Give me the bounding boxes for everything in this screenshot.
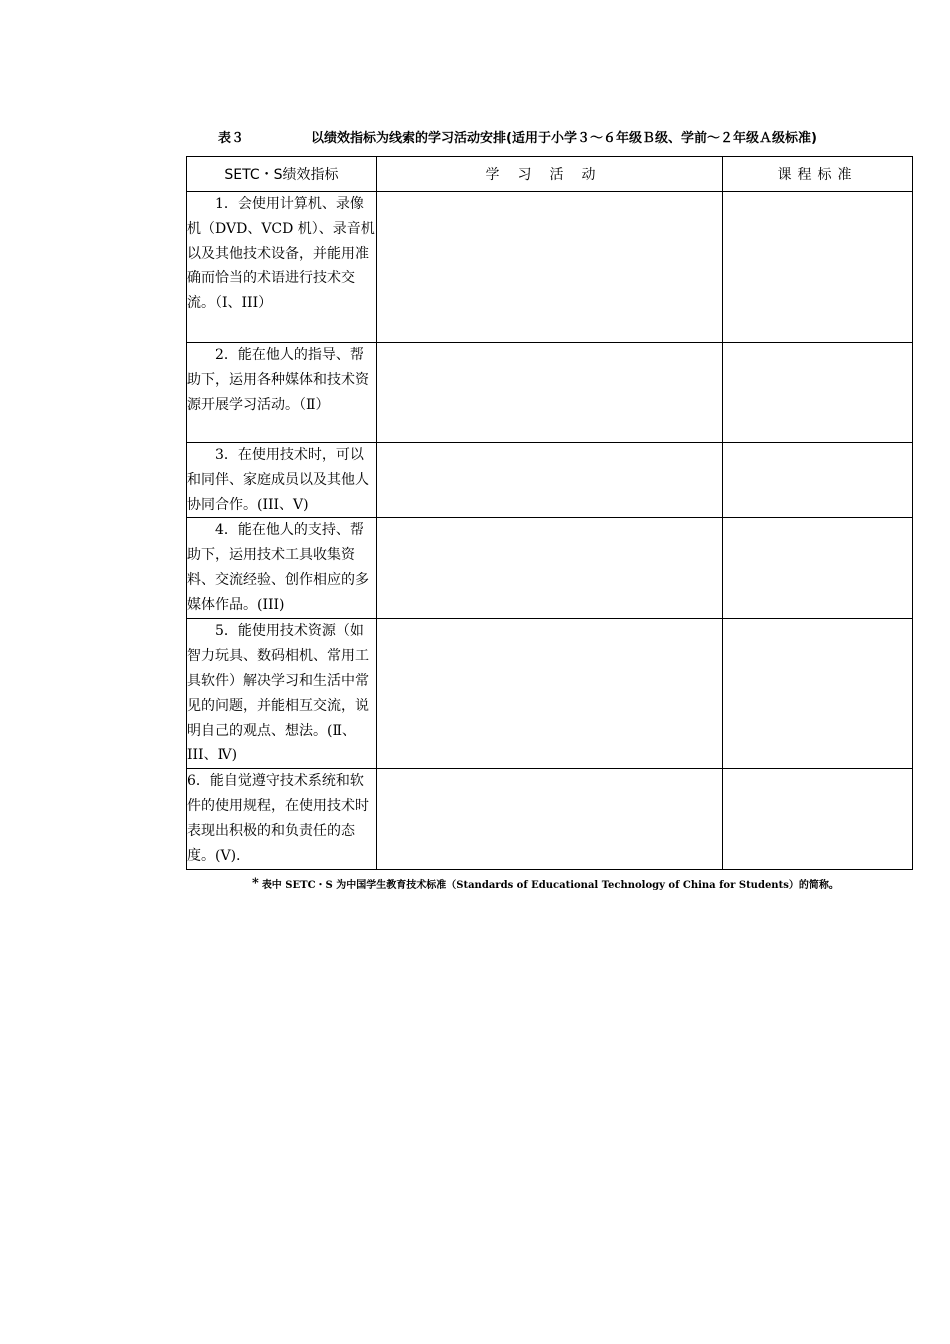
- table-row: [187, 192, 913, 343]
- indicator-cell: [187, 769, 377, 869]
- table-header-row: [187, 157, 913, 192]
- table-row: [187, 769, 913, 869]
- standard-cell: [723, 769, 913, 869]
- header-activities: 学习活动: [377, 157, 723, 192]
- header-indicator: SETC・S绩效指标: [187, 157, 377, 192]
- indicator-cell: [187, 619, 377, 769]
- indicator-text: 2．能在他人的指导、帮助下，运用各种媒体和技术资源开展学习活动。（Ⅱ）: [187, 347, 369, 413]
- footnote-mark: *: [252, 876, 259, 891]
- activities-cell: [377, 769, 723, 869]
- table-row: [187, 443, 913, 518]
- header-standard: 课程标准: [723, 157, 913, 192]
- indicator-text: 4．能在他人的支持、帮助下，运用技术工具收集资料、交流经验、创作相应的多媒体作品。(III): [187, 522, 369, 613]
- activities-cell: [377, 518, 723, 619]
- standard-cell: [723, 518, 913, 619]
- learning-activity-table: [186, 156, 913, 870]
- activities-cell: [377, 443, 723, 518]
- standard-cell: [723, 343, 913, 443]
- indicator-cell: [187, 192, 377, 343]
- table-row: [187, 343, 913, 443]
- indicator-text: 1．会使用计算机、录像机（DVD、VCD 机）、录音机以及其他技术设备，并能用准确而恰当的术语进行技术交流。（Ⅰ、III）: [187, 196, 375, 312]
- indicator-text: 5．能使用技术资源（如智力玩具、数码相机、常用工具软件）解决学习和生活中常见的问题，并能相互交流，说明自己的观点、想法。(Ⅱ、III、Ⅳ): [187, 623, 369, 764]
- standard-cell: [723, 192, 913, 343]
- table-row: [187, 619, 913, 769]
- activities-cell: [377, 192, 723, 343]
- indicator-text: 6．能自觉遵守技术系统和软件的使用规程，在使用技术时表现出积极的和负责任的态度。(Ⅴ).: [187, 773, 369, 864]
- standard-cell: [723, 619, 913, 769]
- indicator-cell: [187, 343, 377, 443]
- indicator-text: 3．在使用技术时，可以和同伴、家庭成员以及其他人协同合作。(III、Ⅴ): [187, 447, 369, 513]
- activities-cell: [377, 343, 723, 443]
- table-number: 表３: [218, 131, 245, 146]
- activities-cell: [377, 619, 723, 769]
- standard-cell: [723, 443, 913, 518]
- table-title: 以绩效指标为线索的学习活动安排(适用于小学３～６年级Ｂ级、学前～２年级Ａ级标准): [311, 131, 817, 146]
- table-row: [187, 518, 913, 619]
- indicator-cell: [187, 443, 377, 518]
- indicator-cell: [187, 518, 377, 619]
- table-caption: [218, 127, 878, 147]
- footnote-text: 表中 SETC・S 为中国学生教育技术标准（Standards of Educational Technology of China for Students）的简称。: [261, 880, 839, 891]
- table-footnote: [252, 876, 892, 891]
